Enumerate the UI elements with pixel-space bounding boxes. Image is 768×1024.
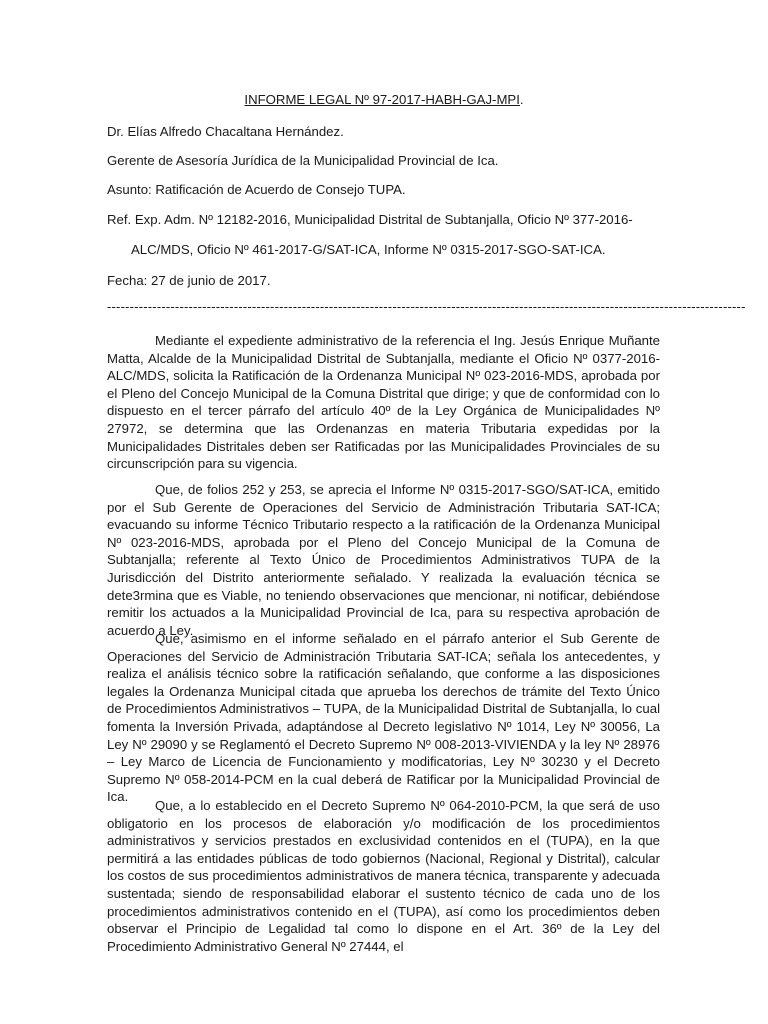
document-title-period: . <box>519 92 524 107</box>
paragraph-3: Que, asimismo en el informe señalado en el párrafo anterior el Sub Gerente de Operaciones del Servicio de Administración Tributaria SAT-ICA; señala los antecedentes, y realiza el análisis técnico sobre la ratificación señalando, que conforme a las disposiciones legales la Ordenanza Municipal citada que aprueba los derechos de trámite del Texto Único de Procedimientos Administrativos – TUPA, de la Municipalidad Distrital de Subtanjalla, lo cual fomenta la Inversión Privada, adaptándose al Decreto legislativo Nº 1014, Ley Nº 30056, La Ley Nº 29090 y se Reglamentó el Decreto Supremo Nº 008-2013-VIVIENDA y la ley Nº 28976 – Ley Marco de Licencia de Funcionamiento y modificatorias, Ley Nº 30230 y el Decreto Supremo Nº 058-2014-PCM en la cual deberá de Ratificar por la Municipalidad Provincial de Ica. <box>107 631 660 805</box>
addressee-line: Dr. Elías Alfredo Chacaltana Hernández. <box>107 124 344 139</box>
subject-line: Asunto: Ratificación de Acuerdo de Consejo TUPA. <box>107 182 406 197</box>
document-title-text: INFORME LEGAL Nº 97-2017-HABH-GAJ-MPI <box>244 92 520 107</box>
paragraph-2: Que, de folios 252 y 253, se aprecia el Informe Nº 0315-2017-SGO/SAT-ICA, emitido por el Sub Gerente de Operaciones del Servicio de Administración Tributaria SAT-ICA; evacuando su informe Técnico Tributario respecto a la ratificación de la Ordenanza Municipal Nº 023-2016-MDS, aprobada por el Pleno del Concejo Municipal de la Comuna de Subtanjalla; referente al Texto Único de Procedimientos Administrativos TUPA de la Jurisdicción del Distrito anteriormente señalado. Y realizada la evaluación técnica se dete3rmina que es Viable, no teniendo observaciones que mencionar, ni notificar, debiéndose remitir los actuados a la Municipalidad Provincial de Ica, para su respectiva aprobación de acuerdo a Ley. <box>107 482 660 638</box>
position-line: Gerente de Asesoría Jurídica de la Municipalidad Provincial de Ica. <box>107 153 499 168</box>
date-line: Fecha: 27 de junio de 2017. <box>107 273 271 288</box>
reference-line-2: ALC/MDS, Oficio Nº 461-2017-G/SAT-ICA, Informe Nº 0315-2017-SGO-SAT-ICA. <box>131 242 606 257</box>
reference-line-1: Ref. Exp. Adm. Nº 12182-2016, Municipalidad Distrital de Subtanjalla, Oficio Nº 377-2016- <box>107 212 633 227</box>
separator-line: --------------------------------------------------------------------------------------------------------------------------------------------- <box>107 299 746 314</box>
paragraph-1: Mediante el expediente administrativo de la referencia el Ing. Jesús Enrique Muñante Matta, Alcalde de la Municipalidad Distrital de Subtanjalla, mediante el Oficio Nº 0377-2016-ALC/MDS, solicita la Ratificación de la Ordenanza Municipal Nº 023-2016-MDS, aprobada por el Pleno del Concejo Municipal de la Comuna Distrital que dirige; y que de conformidad con lo dispuesto en el tercer párrafo del artículo 40º de la Ley Orgánica de Municipalidades Nº 27972, se determina que las Ordenanzas en materia Tributaria expedidas por la Municipalidades Distritales deben ser Ratificadas por las Municipalidades Provinciales de su circunscripción para su vigencia. <box>107 333 660 472</box>
document-title <box>0 92 768 108</box>
paragraph-4: Que, a lo establecido en el Decreto Supremo Nº 064-2010-PCM, la que será de uso obligatorio en los procesos de elaboración y/o modificación de los procedimientos administrativos y servicios prestados en exclusividad contenidos en el (TUPA), en la que permitirá a las entidades públicas de todo gobiernos (Nacional, Regional y Distrital), calcular los costos de sus procedimientos administrativos de manera técnica, transparente y adecuada sustentada; siendo de responsabilidad elaborar el sustento técnico de cada uno de los procedimientos administrativos contenido en el (TUPA), así como los procedimientos deben observar el Principio de Legalidad tal como lo dispone en el Art. 36º de la Ley del Procedimiento Administrativo General Nº 27444, el <box>107 798 660 954</box>
